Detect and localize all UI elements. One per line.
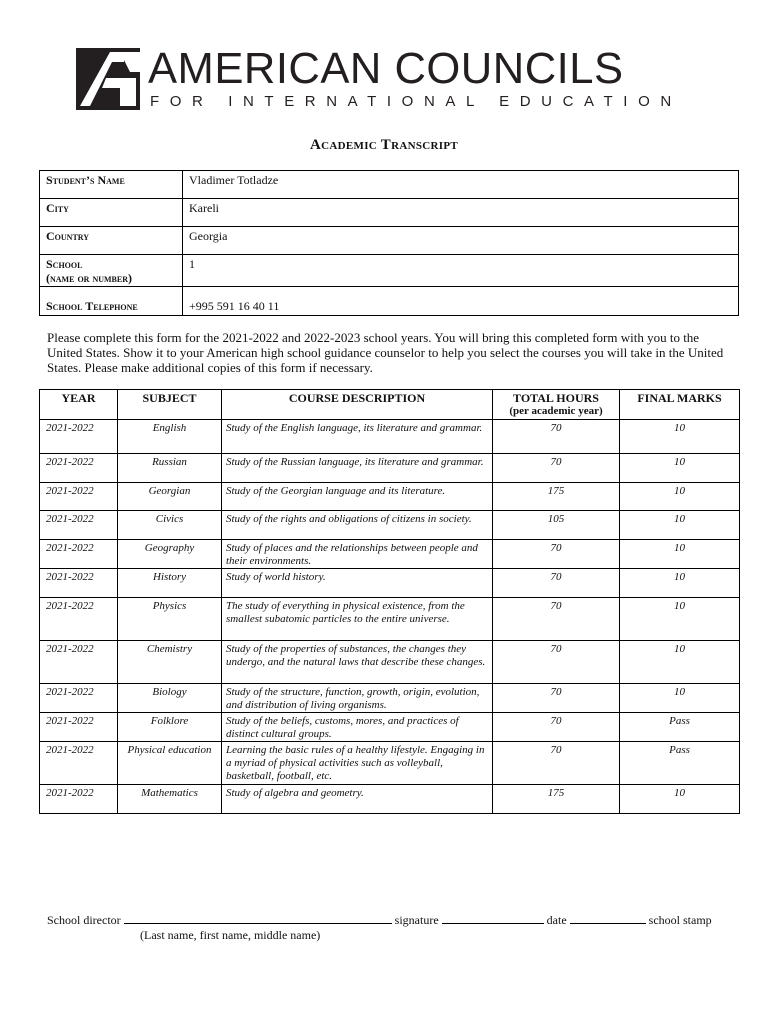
document-title: Academic Transcript — [310, 137, 458, 153]
subject-cell: Georgian — [118, 483, 222, 511]
hours-cell: 70 — [493, 569, 620, 598]
year-cell: 2021-2022 — [40, 454, 118, 483]
marks-cell: 10 — [620, 598, 740, 641]
marks-cell: 10 — [620, 420, 740, 454]
year-cell: 2021-2022 — [40, 540, 118, 569]
marks-cell: 10 — [620, 454, 740, 483]
info-row-telephone — [40, 287, 739, 316]
signature-field-line[interactable] — [442, 913, 544, 924]
subject-cell: English — [118, 420, 222, 454]
director-label: School director — [47, 913, 121, 927]
info-row-city — [40, 199, 739, 227]
country-label: Country — [40, 227, 183, 255]
american-councils-logo-icon — [76, 48, 140, 110]
description-cell: The study of everything in physical existence, from the smallest subatomic particles to the entire universe. — [222, 598, 493, 641]
hours-cell: 175 — [493, 483, 620, 511]
school-label-sub: (name or number) — [46, 271, 132, 285]
hours-cell: 70 — [493, 742, 620, 785]
info-row-country — [40, 227, 739, 255]
col-header-hours: TOTAL HOURS — [513, 391, 599, 405]
year-cell: 2021-2022 — [40, 420, 118, 454]
student-name-value: Vladimer Totladze — [183, 171, 739, 199]
hours-cell: 70 — [493, 684, 620, 713]
subject-cell: Chemistry — [118, 641, 222, 684]
school-label-cell — [40, 255, 183, 287]
marks-cell: 10 — [620, 684, 740, 713]
description-cell: Study of world history. — [222, 569, 493, 598]
org-name: AMERICAN COUNCILS — [148, 44, 624, 93]
student-name-label: Student’s Name — [40, 171, 183, 199]
description-cell: Study of the properties of substances, the changes they undergo, and the natural laws that describe these changes. — [222, 641, 493, 684]
table-row — [40, 483, 740, 511]
col-header-hours-cell — [493, 390, 620, 420]
country-value: Georgia — [183, 227, 739, 255]
school-label: School — [46, 257, 83, 271]
hours-cell: 70 — [493, 598, 620, 641]
year-cell: 2021-2022 — [40, 713, 118, 742]
year-cell: 2021-2022 — [40, 511, 118, 540]
hours-cell: 70 — [493, 641, 620, 684]
signature-line — [47, 913, 747, 928]
city-value: Kareli — [183, 199, 739, 227]
signature-label: signature — [394, 913, 439, 927]
year-cell: 2021-2022 — [40, 641, 118, 684]
col-header-marks: FINAL MARKS — [620, 390, 740, 420]
description-cell: Study of the Russian language, its literature and grammar. — [222, 454, 493, 483]
description-cell: Study of the rights and obligations of citizens in society. — [222, 511, 493, 540]
table-row — [40, 641, 740, 684]
col-header-hours-sub: (per academic year) — [509, 405, 603, 417]
marks-cell: 10 — [620, 511, 740, 540]
telephone-label: School Telephone — [40, 287, 183, 316]
org-logo — [76, 44, 686, 112]
city-label: City — [40, 199, 183, 227]
subject-cell: Russian — [118, 454, 222, 483]
student-info-table — [39, 170, 739, 316]
info-row-school — [40, 255, 739, 287]
col-header-subject: SUBJECT — [118, 390, 222, 420]
hours-cell: 70 — [493, 713, 620, 742]
info-row-name — [40, 171, 739, 199]
table-row — [40, 713, 740, 742]
grades-header-row — [40, 390, 740, 420]
year-cell: 2021-2022 — [40, 483, 118, 511]
description-cell: Study of the beliefs, customs, mores, and practices of distinct cultural groups. — [222, 713, 493, 742]
marks-cell: 10 — [620, 641, 740, 684]
school-value: 1 — [183, 255, 739, 287]
school-stamp-label: school stamp — [648, 913, 712, 927]
marks-cell: Pass — [620, 742, 740, 785]
table-row — [40, 569, 740, 598]
description-cell: Study of the Georgian language and its literature. — [222, 483, 493, 511]
table-row — [40, 684, 740, 713]
description-cell: Study of algebra and geometry. — [222, 785, 493, 814]
description-cell: Learning the basic rules of a healthy lifestyle. Engaging in a myriad of physical activities such as volleyball, basketball, football, etc. — [222, 742, 493, 785]
director-name-line[interactable] — [124, 913, 392, 924]
year-cell: 2021-2022 — [40, 742, 118, 785]
description-cell: Study of the English language, its literature and grammar. — [222, 420, 493, 454]
year-cell: 2021-2022 — [40, 569, 118, 598]
subject-cell: Geography — [118, 540, 222, 569]
table-row — [40, 598, 740, 641]
name-format-note: (Last name, first name, middle name) — [140, 928, 321, 942]
hours-cell: 70 — [493, 454, 620, 483]
description-cell: Study of places and the relationships between people and their environments. — [222, 540, 493, 569]
subject-cell: History — [118, 569, 222, 598]
year-cell: 2021-2022 — [40, 684, 118, 713]
table-row — [40, 420, 740, 454]
table-row — [40, 511, 740, 540]
table-row — [40, 785, 740, 814]
marks-cell: 10 — [620, 785, 740, 814]
subject-cell: Biology — [118, 684, 222, 713]
subject-cell: Physical education — [118, 742, 222, 785]
subject-cell: Folklore — [118, 713, 222, 742]
telephone-value: +995 591 16 40 11 — [183, 287, 739, 316]
hours-cell: 105 — [493, 511, 620, 540]
marks-cell: 10 — [620, 569, 740, 598]
marks-cell: 10 — [620, 483, 740, 511]
date-label: date — [546, 913, 567, 927]
col-header-year: YEAR — [40, 390, 118, 420]
hours-cell: 70 — [493, 420, 620, 454]
grades-table — [39, 389, 740, 814]
hours-cell: 175 — [493, 785, 620, 814]
marks-cell: 10 — [620, 540, 740, 569]
hours-cell: 70 — [493, 540, 620, 569]
subject-cell: Civics — [118, 511, 222, 540]
instructions-text: Please complete this form for the 2021-2022 and 2022-2023 school years. You will bring this completed form with you to the United States. Show it to your American high school guidance counselor to help you select the courses you will take in the United States. Please make additional copies of this form if necessary. — [47, 330, 724, 375]
subject-cell: Physics — [118, 598, 222, 641]
marks-cell: Pass — [620, 713, 740, 742]
col-header-description: COURSE DESCRIPTION — [222, 390, 493, 420]
year-cell: 2021-2022 — [40, 598, 118, 641]
table-row — [40, 742, 740, 785]
org-subtitle: FOR INTERNATIONAL EDUCATION — [150, 93, 682, 110]
table-row — [40, 454, 740, 483]
description-cell: Study of the structure, function, growth, origin, evolution, and distribution of living organisms. — [222, 684, 493, 713]
date-field-line[interactable] — [570, 913, 646, 924]
subject-cell: Mathematics — [118, 785, 222, 814]
year-cell: 2021-2022 — [40, 785, 118, 814]
table-row — [40, 540, 740, 569]
